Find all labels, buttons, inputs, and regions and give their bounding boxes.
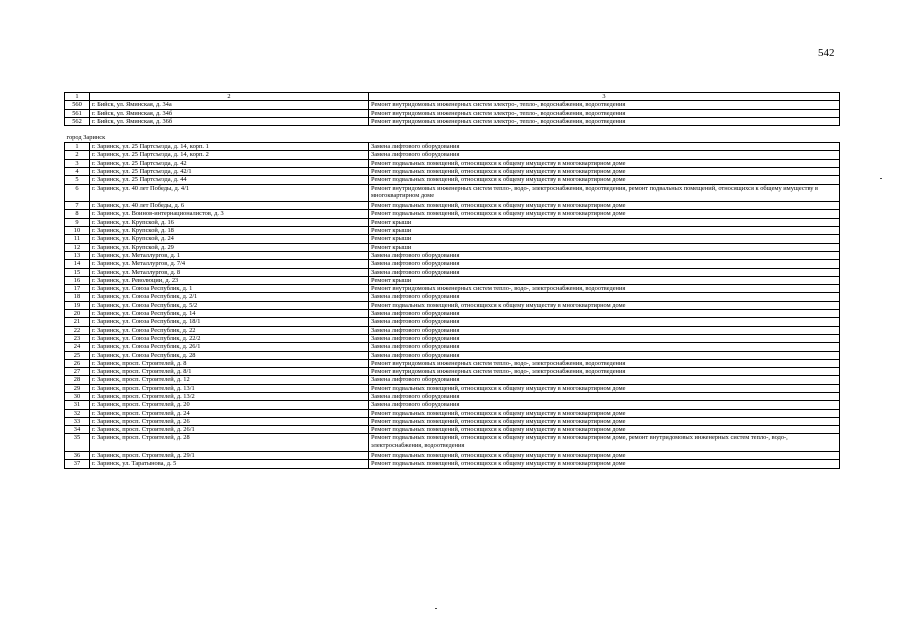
row-address: г. Заринск, ул. 40 лет Победы, д. 6: [90, 202, 369, 210]
row-address: г. Заринск, ул. Металлургов, д. 7/4: [90, 260, 369, 268]
table-row: [65, 293, 840, 301]
row-work: Ремонт внутридомовых инженерных систем тепло-, водо-, электроснабжения, водоотведения: [369, 285, 840, 293]
row-address: г. Бийск, ул. Яминская, д. 34б: [90, 109, 369, 117]
row-work: Ремонт крыши: [369, 276, 840, 284]
row-number: 36: [65, 451, 90, 459]
row-number: 16: [65, 276, 90, 284]
table-row: [65, 285, 840, 293]
row-number: 6: [65, 184, 90, 202]
row-number: 15: [65, 268, 90, 276]
row-number: 11: [65, 235, 90, 243]
row-address: г. Заринск, просп. Строителей, д. 8: [90, 359, 369, 367]
table-row: [65, 351, 840, 359]
row-address: г. Заринск, просп. Строителей, д. 13/1: [90, 384, 369, 392]
row-work: Замена лифтового оборудования: [369, 143, 840, 151]
table-row: [65, 184, 840, 202]
row-address: г. Заринск, ул. Революции, д. 23: [90, 276, 369, 284]
row-work: Ремонт подвальных помещений, относящихся к общему имуществу в многоквартирном доме: [369, 409, 840, 417]
table-row: [65, 109, 840, 117]
table-row: [65, 318, 840, 326]
row-work: Ремонт внутридомовых инженерных систем электро-, тепло-, водоснабжения, водоотведения: [369, 101, 840, 109]
table-row: [65, 460, 840, 468]
row-address: г. Заринск, просп. Строителей, д. 28: [90, 434, 369, 452]
row-address: г. Заринск, ул. Союза Республик, д. 18/1: [90, 318, 369, 326]
row-work: Ремонт внутридомовых инженерных систем тепло-, водо-, электроснабжения, водоотведения: [369, 359, 840, 367]
row-number: 7: [65, 202, 90, 210]
table-row: [65, 334, 840, 342]
row-address: г. Заринск, ул. 25 Партсъезда, д. 44: [90, 176, 369, 184]
table-row: [65, 409, 840, 417]
row-address: г. Заринск, просп. Строителей, д. 24: [90, 409, 369, 417]
row-work: Ремонт подвальных помещений, относящихся к общему имуществу в многоквартирном доме: [369, 202, 840, 210]
row-address: г. Заринск, просп. Строителей, д. 26/1: [90, 426, 369, 434]
header-col-work: 3: [369, 93, 840, 101]
header-col-number: 1: [65, 93, 90, 101]
table-row: [65, 401, 840, 409]
row-work: Ремонт подвальных помещений, относящихся к общему имуществу в многоквартирном доме: [369, 176, 840, 184]
row-address: г. Заринск, просп. Строителей, д. 8/1: [90, 368, 369, 376]
bottom-mark: [435, 608, 437, 609]
row-address: г. Заринск, ул. Крупской, д. 24: [90, 235, 369, 243]
table-row: [65, 276, 840, 284]
row-number: 28: [65, 376, 90, 384]
table-row: [65, 202, 840, 210]
table-row: [65, 359, 840, 367]
table-row: [65, 310, 840, 318]
row-work: Ремонт подвальных помещений, относящихся к общему имуществу в многоквартирном доме: [369, 384, 840, 392]
row-number: 8: [65, 210, 90, 218]
row-work: Ремонт крыши: [369, 243, 840, 251]
row-work: Замена лифтового оборудования: [369, 260, 840, 268]
row-address: г. Заринск, ул. Союза Республик, д. 26/1: [90, 343, 369, 351]
row-work: Замена лифтового оборудования: [369, 318, 840, 326]
row-work: Замена лифтового оборудования: [369, 326, 840, 334]
register-table: [64, 92, 840, 469]
row-number: 24: [65, 343, 90, 351]
row-address: г. Заринск, ул. Союза Республик, д. 5/2: [90, 301, 369, 309]
row-address: г. Заринск, ул. 40 лет Победы, д. 4/1: [90, 184, 369, 202]
row-address: г. Заринск, ул. Союза Республик, д. 14: [90, 310, 369, 318]
table-row: [65, 260, 840, 268]
row-number: 34: [65, 426, 90, 434]
row-number: 562: [65, 117, 90, 125]
row-number: 26: [65, 359, 90, 367]
row-number: 1: [65, 143, 90, 151]
table-row: [65, 243, 840, 251]
row-number: 18: [65, 293, 90, 301]
row-work: Ремонт подвальных помещений, относящихся к общему имуществу в многоквартирном доме: [369, 451, 840, 459]
table-row: [65, 235, 840, 243]
table-row: [65, 101, 840, 109]
table-row: [65, 159, 840, 167]
row-number: 35: [65, 434, 90, 452]
row-work: Ремонт подвальных помещений, относящихся к общему имуществу в многоквартирном доме, ремонт внутридомовых инженерных систем тепло-, водо-, электроснабжения, водоотведения: [369, 434, 840, 452]
table-row: [65, 368, 840, 376]
row-work: Ремонт внутридомовых инженерных систем электро-, тепло-, водоснабжения, водоотведения: [369, 109, 840, 117]
table-row: [65, 227, 840, 235]
row-address: г. Заринск, просп. Строителей, д. 13/2: [90, 393, 369, 401]
row-work: Замена лифтового оборудования: [369, 251, 840, 259]
row-number: 29: [65, 384, 90, 392]
row-number: 19: [65, 301, 90, 309]
row-address: г. Заринск, ул. Союза Республик, д. 22: [90, 326, 369, 334]
row-work: Ремонт подвальных помещений, относящихся к общему имуществу в многоквартирном доме: [369, 460, 840, 468]
row-address: г. Заринск, просп. Строителей, д. 12: [90, 376, 369, 384]
row-work: Ремонт подвальных помещений, относящихся к общему имуществу в многоквартирном доме: [369, 159, 840, 167]
row-address: г. Заринск, ул. 25 Партсъезда, д. 42/1: [90, 168, 369, 176]
table-row: [65, 393, 840, 401]
row-number: 3: [65, 159, 90, 167]
row-work: Замена лифтового оборудования: [369, 376, 840, 384]
row-address: г. Заринск, просп. Строителей, д. 20: [90, 401, 369, 409]
table-row: [65, 326, 840, 334]
row-work: Ремонт подвальных помещений, относящихся к общему имуществу в многоквартирном доме: [369, 168, 840, 176]
row-address: г. Заринск, ул. Союза Республик, д. 28: [90, 351, 369, 359]
section-row: [65, 126, 840, 143]
row-address: г. Заринск, ул. Воинов-интернационалистов, д. 3: [90, 210, 369, 218]
table-row: [65, 251, 840, 259]
table-row: [65, 426, 840, 434]
row-number: 5: [65, 176, 90, 184]
page-number: 542: [818, 47, 835, 59]
row-address: г. Заринск, ул. Крупской, д. 29: [90, 243, 369, 251]
row-address: г. Заринск, ул. Металлургов, д. 1: [90, 251, 369, 259]
row-work: Ремонт крыши: [369, 235, 840, 243]
row-address: г. Заринск, ул. Союза Республик, д. 2/1: [90, 293, 369, 301]
row-address: г. Заринск, просп. Строителей, д. 26: [90, 417, 369, 425]
row-number: 10: [65, 227, 90, 235]
row-number: 14: [65, 260, 90, 268]
row-number: 2: [65, 151, 90, 159]
row-address: г. Заринск, ул. Союза Республик, д. 22/2: [90, 334, 369, 342]
row-work: Ремонт подвальных помещений, относящихся к общему имуществу в многоквартирном доме: [369, 210, 840, 218]
row-address: г. Заринск, ул. Таратынова, д. 5: [90, 460, 369, 468]
row-work: Замена лифтового оборудования: [369, 334, 840, 342]
row-number: 30: [65, 393, 90, 401]
row-work: Ремонт подвальных помещений, относящихся к общему имуществу в многоквартирном доме: [369, 426, 840, 434]
header-col-address: 2: [90, 93, 369, 101]
row-number: 4: [65, 168, 90, 176]
row-address: г. Заринск, просп. Строителей, д. 29/1: [90, 451, 369, 459]
row-number: 32: [65, 409, 90, 417]
row-number: 27: [65, 368, 90, 376]
table-row: [65, 176, 840, 184]
table-row: [65, 434, 840, 452]
row-address: г. Заринск, ул. Союза Республик, д. 1: [90, 285, 369, 293]
table-header-row: [65, 93, 840, 101]
row-number: 17: [65, 285, 90, 293]
table-row: [65, 301, 840, 309]
row-work: Ремонт крыши: [369, 218, 840, 226]
row-number: 13: [65, 251, 90, 259]
row-address: г. Заринск, ул. 25 Партсъезда, д. 14, корп. 1: [90, 143, 369, 151]
row-number: 560: [65, 101, 90, 109]
table-row: [65, 218, 840, 226]
margin-mark: [880, 178, 882, 179]
table-row: [65, 384, 840, 392]
row-number: 561: [65, 109, 90, 117]
row-number: 37: [65, 460, 90, 468]
row-number: 22: [65, 326, 90, 334]
row-number: 25: [65, 351, 90, 359]
table-row: [65, 168, 840, 176]
row-work: Ремонт внутридомовых инженерных систем электро-, тепло-, водоснабжения, водоотведения: [369, 117, 840, 125]
table-row: [65, 143, 840, 151]
row-number: 31: [65, 401, 90, 409]
row-work: Замена лифтового оборудования: [369, 151, 840, 159]
row-number: 9: [65, 218, 90, 226]
row-work: Ремонт крыши: [369, 227, 840, 235]
table-row: [65, 117, 840, 125]
row-work: Ремонт внутридомовых инженерных систем тепло-, водо-, электроснабжения, водоотведения: [369, 368, 840, 376]
row-number: 21: [65, 318, 90, 326]
row-work: Замена лифтового оборудования: [369, 401, 840, 409]
table-row: [65, 210, 840, 218]
row-number: 33: [65, 417, 90, 425]
row-work: Замена лифтового оборудования: [369, 343, 840, 351]
row-work: Ремонт внутридомовых инженерных систем тепло-, водо-, электроснабжения, водоотведения, ремонт подвальных помещений, относящихся к общему имуществу в многоквартирном доме: [369, 184, 840, 202]
row-work: Ремонт подвальных помещений, относящихся к общему имуществу в многоквартирном доме: [369, 301, 840, 309]
table-row: [65, 417, 840, 425]
table-row: [65, 268, 840, 276]
row-address: г. Заринск, ул. Крупской, д. 18: [90, 227, 369, 235]
row-work: Ремонт подвальных помещений, относящихся к общему имуществу в многоквартирном доме: [369, 417, 840, 425]
table-row: [65, 151, 840, 159]
row-work: Замена лифтового оборудования: [369, 268, 840, 276]
table-row: [65, 451, 840, 459]
row-address: г. Бийск, ул. Яминская, д. 36б: [90, 117, 369, 125]
row-address: г. Заринск, ул. Крупской, д. 16: [90, 218, 369, 226]
row-address: г. Заринск, ул. 25 Партсъезда, д. 14, корп. 2: [90, 151, 369, 159]
table-row: [65, 343, 840, 351]
row-number: 23: [65, 334, 90, 342]
row-work: Замена лифтового оборудования: [369, 393, 840, 401]
row-address: г. Заринск, ул. Металлургов, д. 8: [90, 268, 369, 276]
table-row: [65, 376, 840, 384]
row-number: 12: [65, 243, 90, 251]
row-number: 20: [65, 310, 90, 318]
row-work: Замена лифтового оборудования: [369, 310, 840, 318]
row-address: г. Бийск, ул. Яминская, д. 34а: [90, 101, 369, 109]
row-address: г. Заринск, ул. 25 Партсъезда, д. 42: [90, 159, 369, 167]
row-work: Замена лифтового оборудования: [369, 293, 840, 301]
section-title: город Заринск: [65, 126, 840, 143]
row-work: Замена лифтового оборудования: [369, 351, 840, 359]
